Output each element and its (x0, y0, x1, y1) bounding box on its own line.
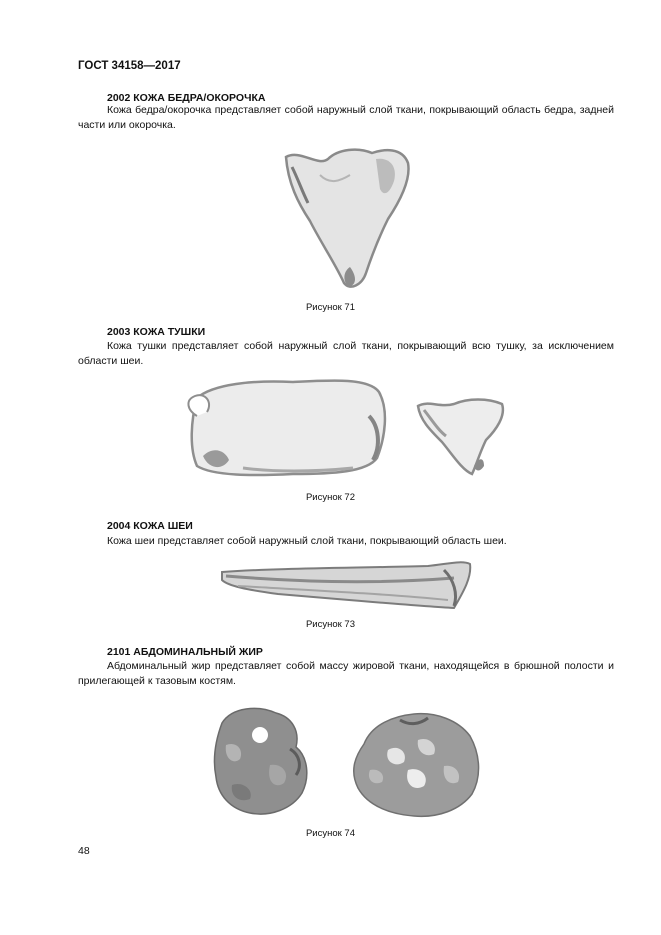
page-number: 48 (78, 845, 90, 857)
section-title-2002: 2002 КОЖА БЕДРА/ОКОРОЧКА (107, 92, 266, 104)
figure-74-caption: Рисунок 74 (305, 828, 356, 839)
figure-73-neck-skin-photo (218, 560, 474, 616)
section-title-2003: 2003 КОЖА ТУШКИ (107, 326, 206, 338)
figure-71-thigh-skin-photo (280, 145, 415, 295)
section-text-2002: Кожа бедра/окорочка представляет собой наружный слой ткани, покрывающий область бедра, задней части или окорочка. (78, 104, 614, 131)
document-header: ГОСТ 34158—2017 (78, 60, 181, 72)
section-title-2004: 2004 КОЖА ШЕИ (107, 520, 193, 532)
figure-72-carcass-skin-photo-left (183, 376, 393, 481)
section-text-2101: Абдоминальный жир представляет собой массу жировой ткани, находящейся в брюшной полости и прилегающей к тазовым костям. (78, 660, 614, 687)
figure-74-abdominal-fat-photo-left (210, 705, 315, 817)
figure-72-caption: Рисунок 72 (305, 492, 356, 503)
section-text-2004: Кожа шеи представляет собой наружный слой ткани, покрывающий область шеи. (107, 535, 507, 547)
figure-71-caption: Рисунок 71 (305, 302, 356, 313)
figure-74-abdominal-fat-photo-right (348, 710, 483, 820)
figure-73-caption: Рисунок 73 (305, 619, 356, 630)
section-title-2101: 2101 АБДОМИНАЛЬНЫЙ ЖИР (107, 646, 263, 658)
section-text-2003: Кожа тушки представляет собой наружный слой ткани, покрывающий всю тушку, за исключением области шеи. (78, 340, 614, 367)
figure-72-carcass-skin-photo-right (414, 396, 510, 478)
